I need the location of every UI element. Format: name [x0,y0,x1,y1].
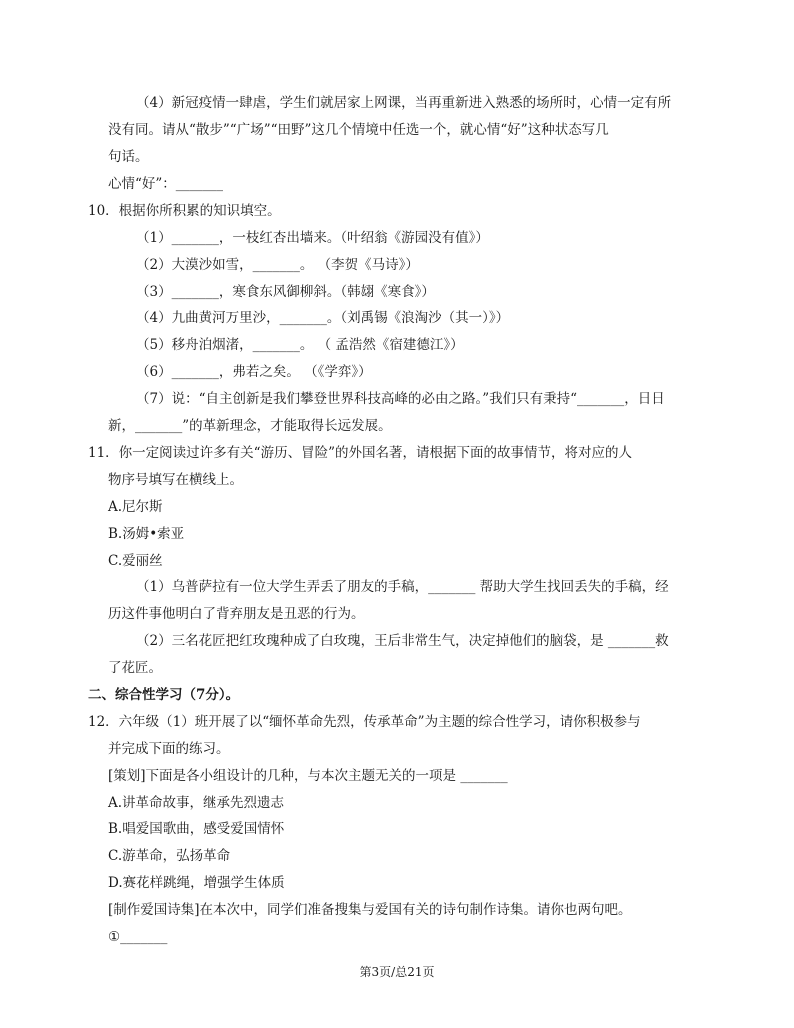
q9-4-line-2: 没有同。请从“散步”“广场”“田野”这几个情境中任选一个，就心情“好”这种状态写几 [108,122,609,138]
q12-poetry-blank-1: ①_______ [108,929,168,945]
q10-item-5: （5）移舟泊烟渚，_______。 （ 孟浩然《宿建德江》） [136,337,464,353]
q12-stem-line-2: 并完成下面的练习。 [108,741,230,757]
q12-option-c: C.游革命，弘扬革命 [108,848,231,864]
q11-item-2-line-1: （2）三名花匠把红玫瑰种成了白玫瑰，王后非常生气，决定掉他们的脑袋，是 _______救 [136,633,669,649]
q11-option-a: A.尼尔斯 [108,499,163,515]
q10-item-4: （4）九曲黄河万里沙，_______。（刘禹锡《浪淘沙（其一）》） [136,310,510,326]
q9-4-line-3: 句话。 [108,149,149,165]
section-2-heading: 二、综合性学习（7分）。 [88,687,240,703]
q11-item-2-line-2: 了花匠。 [108,660,162,676]
q10-item-7-line-2: 新，_______”的革新理念，才能取得长远发展。 [108,418,392,434]
q12-option-b: B.唱爱国歌曲，感受爱国情怀 [108,821,285,837]
page-footer: 第3页/总21页 [359,965,435,979]
q11-item-1-line-1: （1）乌普萨拉有一位大学生弄丢了朋友的手稿，_______ 帮助大学生找回丢失的手稿，经 [136,579,669,595]
q11-stem-line-2: 物序号填写在横线上。 [108,472,243,488]
q12-poetry-task: [制作爱国诗集]在本次中，同学们准备搜集与爱国有关的诗句制作诗集。请你也两句吧。 [108,902,632,918]
q12-option-a: A.讲革命故事，继承先烈遗志 [108,795,285,811]
q10-item-7-line-1: （7）说：“自主创新是我们攀登世界科技高峰的必由之路。”我们只有秉持“_______，日日 [136,391,665,407]
q12-option-d: D.赛花样跳绳，增强学生体质 [108,875,285,891]
q10-item-3: （3）_______，寒食东风御柳斜。（韩翃《寒食》） [136,284,435,300]
q9-4-answer-line: 心情“好”：_______ [108,176,224,192]
q11-option-b: B.汤姆•索亚 [108,526,185,542]
q10-item-2: （2）大漠沙如雪，_______。 （李贺《马诗》） [136,257,419,273]
q10-stem: 10．根据你所积累的知识填空。 [88,203,281,219]
q10-item-6: （6）_______，弗若之矣。 （《学弈》） [136,364,372,380]
q11-option-c: C.爱丽丝 [108,553,163,569]
q11-item-1-line-2: 历这件事他明白了背弃朋友是丑恶的行为。 [108,606,365,622]
q10-item-1: （1）_______，一枝红杏出墙来。（叶绍翁《游园没有值》） [136,230,489,246]
q12-plan-question: [策划]下面是各小组设计的几种，与本次主题无关的一项是 _______ [108,768,508,784]
q11-stem-line-1: 11．你一定阅读过许多有关“游历、冒险”的外国名著，请根据下面的故事情节，将对应的人 [88,445,632,461]
q12-stem-line-1: 12．六年级（1）班开展了以“缅怀革命先烈，传承革命”为主题的综合性学习，请你积极参与 [88,714,641,730]
q9-4-line-1: （4）新冠疫情一肆虐，学生们就居家上网课，当再重新进入熟悉的场所时，心情一定有所 [136,95,672,111]
